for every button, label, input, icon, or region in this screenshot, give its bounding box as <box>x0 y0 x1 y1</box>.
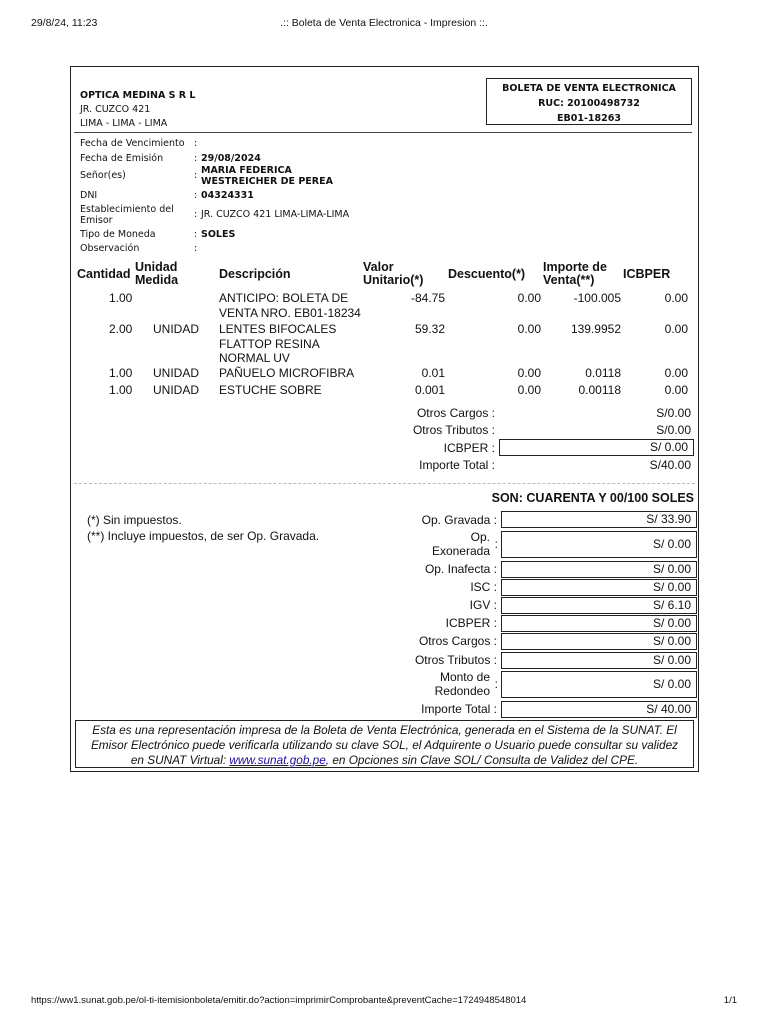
colon: : <box>194 153 198 164</box>
label-line2: Emisor <box>80 215 113 226</box>
subtotal-importe-total-label: Importe Total : <box>419 458 495 472</box>
cell-descripcion <box>219 291 369 320</box>
total-igv-value: S/ 6.10 <box>501 597 697 614</box>
issuer-location: LIMA - LIMA - LIMA <box>80 118 168 129</box>
cell-valor: -84.75 <box>410 291 445 305</box>
label: Tipo de Moneda <box>80 229 156 240</box>
note-sin-impuestos: (*) Sin impuestos. <box>87 513 182 527</box>
label-line1: Monto de <box>439 670 490 684</box>
label: Observación <box>80 243 140 254</box>
colon: : <box>194 243 198 254</box>
header-importe-line1: Importe de <box>543 260 607 274</box>
subtotal-otros-cargos-value: S/0.00 <box>656 406 691 420</box>
value: 04324331 <box>201 190 254 201</box>
desc-line: ANTICIPO: BOLETA DE <box>219 291 349 305</box>
cell-valor: 0.001 <box>414 383 445 397</box>
total-otros-cargos-value: S/ 0.00 <box>501 633 697 650</box>
cell-valor: 0.01 <box>421 366 445 380</box>
cell-icbper: 0.00 <box>664 366 688 380</box>
header-unidad <box>135 261 178 287</box>
header-descuento: Descuento(*) <box>448 267 526 281</box>
cell-icbper: 0.00 <box>664 291 688 305</box>
total-otros-tributos-label: Otros Tributos : <box>414 653 497 667</box>
section-divider <box>74 483 695 484</box>
print-page-title: .:: Boleta de Venta Electronica - Impresion ::. <box>280 17 488 29</box>
value: SOLES <box>201 229 236 240</box>
header-divider <box>74 132 692 133</box>
header-unidad-line2: Medida <box>135 273 179 287</box>
value-line2: WESTREICHER DE PEREA <box>201 176 333 187</box>
desc-line: NORMAL UV <box>219 351 290 365</box>
colon: : <box>194 170 198 181</box>
cell-cantidad: 2.00 <box>109 322 133 336</box>
note-incluye-impuestos: (**) Incluye impuestos, de ser Op. Gravada. <box>87 529 320 543</box>
total-redondeo-colon: : <box>494 677 498 691</box>
cell-descuento: 0.00 <box>517 291 541 305</box>
document-ruc: RUC: 20100498732 <box>538 98 640 109</box>
cell-icbper: 0.00 <box>664 322 688 336</box>
subtotal-otros-tributos-label: Otros Tributos : <box>412 423 495 437</box>
label-line2: Exonerada <box>431 544 490 558</box>
total-exonerada-label <box>371 530 490 558</box>
label: Fecha de Vencimiento <box>80 138 185 149</box>
subtotal-otros-tributos-value: S/0.00 <box>656 423 691 437</box>
total-icbper-value: S/ 0.00 <box>501 615 697 632</box>
value: 29/08/2024 <box>201 153 261 164</box>
total-importe-total-label: Importe Total : <box>421 702 497 716</box>
subtotal-otros-cargos-label: Otros Cargos : <box>416 406 495 420</box>
label-line1: Establecimiento del <box>80 204 174 215</box>
total-exonerada-colon: : <box>494 537 498 551</box>
legal-line3-pre: en SUNAT Virtual: <box>130 753 230 767</box>
total-redondeo-label <box>371 670 490 698</box>
cell-cantidad: 1.00 <box>109 383 133 397</box>
cell-unidad: UNIDAD <box>153 322 200 336</box>
legal-line1: Esta es una representación impresa de la Boleta de Venta Electrónica, generada en el Sistema de la SUNAT. El <box>92 723 677 737</box>
total-inafecta-label: Op. Inafecta : <box>424 562 497 576</box>
print-url: https://ww1.sunat.gob.pe/ol-ti-itemisionboleta/emitir.do?action=imprimirComprobante&preventCache=1724948548014 <box>31 995 527 1006</box>
print-page-number: 1/1 <box>723 995 737 1006</box>
document-id-box <box>486 78 692 125</box>
total-icbper-label: ICBPER : <box>445 616 497 630</box>
desc-line: FLATTOP RESINA <box>219 336 320 351</box>
colon: : <box>194 229 198 240</box>
label: DNI <box>80 190 98 201</box>
amount-in-words: SON: CUARENTA Y 00/100 SOLES <box>491 491 694 505</box>
total-otros-tributos-value: S/ 0.00 <box>501 652 697 669</box>
cell-cantidad: 1.00 <box>109 366 133 380</box>
document-type: BOLETA DE VENTA ELECTRONICA <box>502 83 676 94</box>
sunat-link[interactable]: www.sunat.gob.pe <box>229 753 326 767</box>
total-isc-value: S/ 0.00 <box>501 579 697 596</box>
colon: : <box>194 138 198 149</box>
header-valor-line1: Valor <box>363 260 394 274</box>
cell-importe: 0.0118 <box>585 366 621 380</box>
legal-notice <box>75 720 694 768</box>
value-line1: MARIA FEDERICA <box>201 165 292 176</box>
label: Fecha de Emisión <box>80 153 164 164</box>
total-inafecta-value: S/ 0.00 <box>501 561 697 578</box>
subtotal-icbper-label: ICBPER : <box>443 441 495 455</box>
cell-importe: 139.9952 <box>570 322 621 336</box>
value: JR. CUZCO 421 LIMA-LIMA-LIMA <box>201 209 350 220</box>
header-valor-line2: Unitario(*) <box>363 273 424 287</box>
total-otros-cargos-label: Otros Cargos : <box>418 634 497 648</box>
desc-line: LENTES BIFOCALES <box>219 322 337 336</box>
document-number: EB01-18263 <box>557 113 621 124</box>
colon: : <box>194 209 198 220</box>
header-cantidad: Cantidad <box>77 267 131 281</box>
subtotal-icbper-value: S/ 0.00 <box>499 439 694 456</box>
cell-icbper: 0.00 <box>664 383 688 397</box>
cell-valor: 59.32 <box>414 322 445 336</box>
header-descripcion: Descripción <box>219 267 291 281</box>
cell-descripcion: ESTUCHE SOBRE <box>219 383 322 397</box>
cell-descuento: 0.00 <box>517 383 541 397</box>
header-importe-line2: Venta(**) <box>543 273 595 287</box>
cell-descuento: 0.00 <box>517 322 541 336</box>
cell-unidad: UNIDAD <box>153 366 200 380</box>
total-redondeo-value: S/ 0.00 <box>501 671 697 698</box>
header-importe <box>543 261 607 287</box>
legal-line3-post: , en Opciones sin Clave SOL/ Consulta de Validez del CPE. <box>325 753 639 767</box>
header-unidad-line1: Unidad <box>135 260 178 274</box>
cell-importe: 0.00118 <box>578 383 621 397</box>
legal-line2: Emisor Electrónico puede verificarla utilizando su clave SOL, el Adquirente o Usuario puede consultar su validez <box>90 738 679 752</box>
issuer-name: OPTICA MEDINA S R L <box>80 90 196 101</box>
cell-descripcion <box>219 322 369 366</box>
cell-importe: -100.005 <box>573 291 621 305</box>
desc-line: VENTA NRO. EB01-18234 <box>219 305 361 320</box>
cell-cantidad: 1.00 <box>109 291 133 305</box>
subtotal-importe-total-value: S/40.00 <box>649 458 691 472</box>
header-icbper: ICBPER <box>623 267 671 281</box>
issuer-address: JR. CUZCO 421 <box>80 104 151 115</box>
print-datetime: 29/8/24, 11:23 <box>31 17 98 29</box>
total-isc-label: ISC : <box>470 580 497 594</box>
cell-unidad: UNIDAD <box>153 383 200 397</box>
total-igv-label: IGV : <box>469 598 497 612</box>
total-exonerada-value: S/ 0.00 <box>501 531 697 558</box>
cell-descripcion: PAÑUELO MICROFIBRA <box>219 366 355 380</box>
total-gravada-value: S/ 33.90 <box>501 511 697 528</box>
label: Señor(es) <box>80 170 126 181</box>
receipt-frame <box>70 66 699 772</box>
total-gravada-label: Op. Gravada : <box>421 513 497 527</box>
label-line1: Op. <box>470 530 490 544</box>
header-valor <box>363 261 423 287</box>
total-importe-total-value: S/ 40.00 <box>501 701 697 718</box>
cell-descuento: 0.00 <box>517 366 541 380</box>
label-line2: Redondeo <box>434 684 490 698</box>
colon: : <box>194 190 198 201</box>
